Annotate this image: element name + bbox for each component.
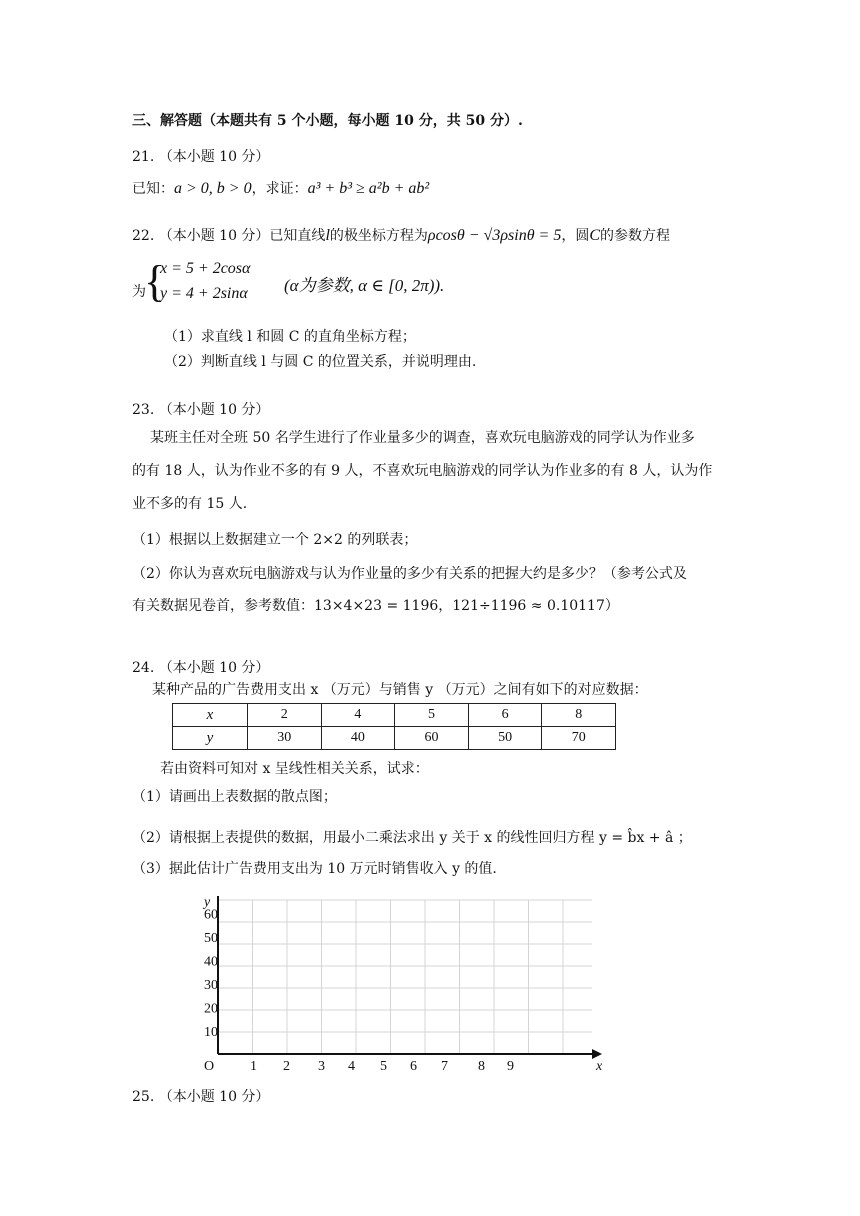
q21-statement <box>132 179 429 199</box>
q23-line3: 业不多的有 15 人. <box>132 496 248 512</box>
y-tick-label: 20 <box>204 1001 218 1017</box>
x-tick-label: 1 <box>250 1059 257 1074</box>
q21-header: 21. （本小题 10 分） <box>132 149 270 165</box>
x-axis-label: x <box>596 1059 603 1074</box>
table-cell: x <box>173 704 248 727</box>
q24-part2: （2）请根据上表提供的数据，用最小二乘法求出 y 关于 x 的线性回归方程 y = b̂x + â ； <box>132 830 692 846</box>
scatter-plot-grid <box>196 886 616 1082</box>
q24-data-table <box>172 703 616 750</box>
x-tick-label: 3 <box>318 1059 325 1074</box>
x-tick-label: 6 <box>410 1059 417 1074</box>
y-axis-label: y <box>204 895 211 910</box>
table-cell: 70 <box>542 727 616 750</box>
table-cell: 40 <box>321 727 395 750</box>
x-tick-label: 9 <box>507 1059 514 1074</box>
q22-intro-c: ，圆 <box>561 228 590 244</box>
table-cell: 2 <box>248 704 322 727</box>
q22-intro-a: 22. （本小题 10 分）已知直线 <box>132 228 326 244</box>
table-cell: 60 <box>395 727 469 750</box>
q22-part1: （1）求直线 l 和圆 C 的直角坐标方程； <box>164 329 416 345</box>
x-tick-label: 2 <box>283 1059 290 1074</box>
q22-wei: 为 <box>132 284 146 300</box>
q22-param-note: (α为参数, α ∈ [0, 2π)). <box>284 276 445 295</box>
q24-part3: （3）据此估计广告费用支出为 10 万元时销售收入 y 的值. <box>132 861 497 877</box>
plot-grid <box>218 900 592 1054</box>
q21-given: a > 0, b > 0 <box>174 180 252 197</box>
y-tick-label: 60 <box>204 907 218 923</box>
table-cell: 50 <box>468 727 542 750</box>
y-tick-labels <box>204 908 218 1041</box>
q22-brace: { <box>144 257 166 306</box>
table-cell: 4 <box>321 704 395 727</box>
y-tick-label: 30 <box>204 978 218 993</box>
q24-header: 24. （本小题 10 分） <box>132 660 270 676</box>
y-tick-label: 40 <box>204 954 218 970</box>
table-row-y <box>173 727 616 750</box>
x-axis-arrow <box>592 1049 602 1059</box>
q24-part1: （1）请画出上表数据的散点图； <box>132 789 337 805</box>
q23-part2: （2）你认为喜欢玩电脑游戏与认为作业量的多少有关系的把握大约是多少？（参考公式及 <box>132 566 687 582</box>
table-cell: 5 <box>395 704 469 727</box>
x-tick-label: 8 <box>478 1059 485 1074</box>
q22-param-x: x = 5 + 2cosα <box>160 260 251 277</box>
y-tick-label: 50 <box>204 931 218 946</box>
x-tick-label: 4 <box>348 1059 355 1074</box>
q24-intro: 某种产品的广告费用支出 x （万元）与销售 y （万元）之间有如下的对应数据： <box>152 682 648 698</box>
table-cell: 8 <box>542 704 616 727</box>
q22-part2: （2）判断直线 l 与圆 C 的位置关系，并说明理由. <box>164 354 477 370</box>
q23-part1: （1）根据以上数据建立一个 2×2 的列联表； <box>132 532 418 548</box>
q23-line2: 的有 18 人，认为作业不多的有 9 人，不喜欢玩电脑游戏的同学认为作业多的有 8 人，认为作 <box>132 463 713 479</box>
x-tick-label: 5 <box>380 1059 387 1074</box>
q23-header: 23. （本小题 10 分） <box>132 402 270 418</box>
q25-header: 25. （本小题 10 分） <box>132 1089 270 1105</box>
x-tick-label: 7 <box>441 1059 448 1074</box>
q21-prove: a³ + b³ ≥ a²b + ab² <box>307 180 430 197</box>
q21-mid: ，求证： <box>251 181 308 197</box>
q22-intro <box>132 226 670 246</box>
q24-condition: 若由资料可知对 x 呈线性相关关系，试求： <box>160 761 429 777</box>
q22-intro-b: 的极坐标方程为 <box>329 228 428 244</box>
x-tick-labels <box>250 1059 514 1074</box>
q22-polar-eq: ρcosθ − √3ρsinθ = 5 <box>427 227 562 244</box>
table-cell: y <box>173 727 248 750</box>
q21-prefix: 已知： <box>132 181 174 197</box>
q22-l: l <box>325 227 330 244</box>
table-cell: 6 <box>468 704 542 727</box>
q22-C: C <box>589 227 601 244</box>
q23-line1: 某班主任对全班 50 名学生进行了作业量多少的调查，喜欢玩电脑游戏的同学认为作业多 <box>150 430 695 446</box>
origin-label: O <box>204 1059 215 1074</box>
q22-intro-d: 的参数方程 <box>600 228 671 244</box>
table-cell: 30 <box>248 727 322 750</box>
q23-part3: 有关数据见卷首，参考数值：13×4×23 = 1196，121÷1196 ≈ 0.10117） <box>132 598 619 614</box>
table-row-x <box>173 704 616 727</box>
q22-param-y: y = 4 + 2sinα <box>160 285 248 302</box>
y-tick-label: 10 <box>204 1025 218 1040</box>
section-title: 三、解答题（本题共有 5 个小题，每小题 10 分，共 50 分）. <box>132 113 523 129</box>
